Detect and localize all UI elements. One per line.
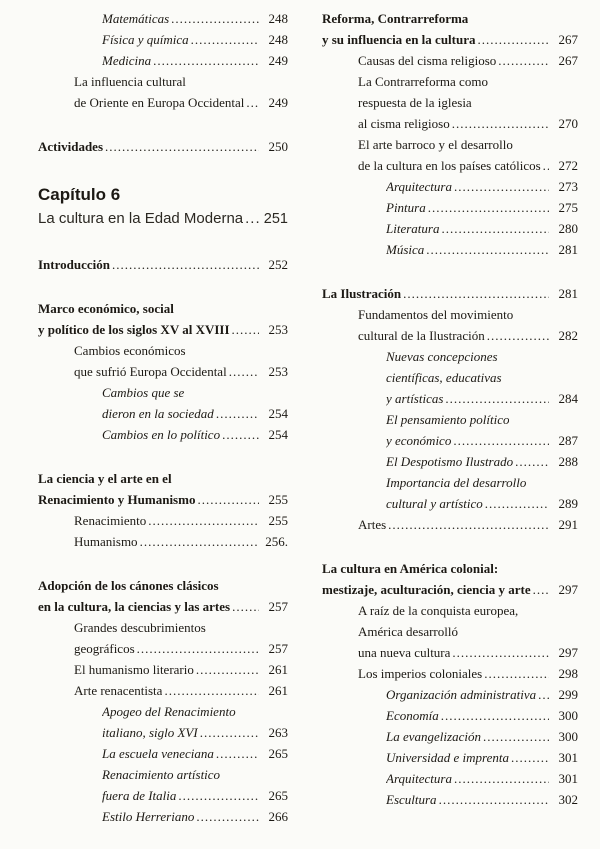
page-number: 249 — [268, 95, 288, 110]
toc-line — [322, 747, 578, 768]
dot-leader — [454, 768, 549, 789]
dot-leader — [140, 531, 259, 552]
toc-entry-text: Cambios en lo político — [102, 427, 221, 442]
toc-line — [38, 71, 288, 92]
page-number: 254 — [268, 427, 288, 442]
page-number: 272 — [558, 158, 578, 173]
toc-entry-text: La cultura en la Edad Moderna — [38, 210, 244, 227]
toc-entry — [38, 29, 288, 50]
toc-entry — [38, 207, 288, 231]
toc-entry-text: Apogeo del Renacimiento — [102, 704, 236, 719]
page-number: 261 — [268, 662, 288, 677]
toc-line — [322, 642, 578, 663]
dot-leader — [498, 50, 549, 71]
toc-entry-text: El humanismo literario — [74, 662, 194, 677]
toc-entry — [322, 726, 578, 747]
toc-entry-text: La cultura en América colonial: — [322, 561, 499, 576]
dot-leader — [538, 684, 549, 705]
toc-entry-text: mestizaje, aculturación, ciencia y arte — [322, 582, 531, 597]
page-number: 297 — [558, 645, 578, 660]
toc-line — [322, 50, 578, 71]
toc-line — [322, 768, 578, 789]
toc-line — [322, 239, 578, 260]
dot-leader — [485, 493, 549, 514]
toc-line — [38, 701, 288, 722]
toc-entry — [38, 743, 288, 764]
toc-entry-text: La ciencia y el arte en el — [38, 471, 172, 486]
page-number: 248 — [268, 11, 288, 26]
page-number: 263 — [268, 725, 288, 740]
toc-entry — [38, 806, 288, 827]
dot-leader — [196, 806, 259, 827]
toc-line — [38, 722, 288, 743]
dot-leader — [483, 726, 549, 747]
page-number: 253 — [268, 364, 288, 379]
toc-entry-text: Renacimiento — [74, 513, 147, 528]
toc-entry-text: La escuela veneciana — [102, 746, 214, 761]
toc-line — [38, 92, 288, 113]
toc-entry — [38, 136, 288, 157]
toc-line — [38, 361, 288, 382]
toc-entry-text: Arquitectura — [386, 179, 452, 194]
toc-entry-text: Física y química — [102, 32, 189, 47]
dot-leader — [445, 388, 549, 409]
toc-entry — [322, 346, 578, 409]
toc-line — [38, 785, 288, 806]
toc-entry — [38, 680, 288, 701]
toc-entry-text: dieron en la sociedad — [102, 406, 214, 421]
page-number: 266 — [268, 809, 288, 824]
toc-entry — [38, 701, 288, 743]
toc-entry — [38, 71, 288, 113]
toc-line — [38, 207, 288, 231]
dot-leader — [453, 430, 549, 451]
toc-line — [322, 388, 578, 409]
toc-entry-text: Importancia del desarrollo — [386, 475, 527, 490]
toc-line — [322, 113, 578, 134]
toc-entry — [322, 304, 578, 346]
toc-entry-text: Fundamentos del movimiento — [358, 307, 514, 322]
toc-entry-text: La Contrarreforma como — [358, 74, 488, 89]
dot-leader — [428, 197, 549, 218]
toc-line — [322, 558, 578, 579]
toc-entry-text: Los imperios coloniales — [358, 666, 483, 681]
dot-leader — [245, 207, 259, 231]
toc-line — [38, 50, 288, 71]
page-number: 275 — [558, 200, 578, 215]
toc-entry-text: geográficos — [74, 641, 135, 656]
dot-leader — [200, 722, 259, 743]
toc-line — [38, 319, 288, 340]
toc-entry — [38, 659, 288, 680]
page-number: 248 — [268, 32, 288, 47]
toc-entry-text: Literatura — [386, 221, 440, 236]
toc-entry-text: Escultura — [386, 792, 437, 807]
toc-line — [38, 136, 288, 157]
toc-entry-text: Humanismo — [74, 534, 138, 549]
toc-entry-text: una nueva cultura — [358, 645, 451, 660]
toc-line — [322, 176, 578, 197]
toc-line — [322, 514, 578, 535]
dot-leader — [229, 361, 259, 382]
toc-entry — [38, 468, 288, 510]
toc-entry-text: Nuevas concepciones — [386, 349, 498, 364]
toc-entry — [38, 764, 288, 806]
dot-leader — [388, 514, 549, 535]
toc-line — [322, 304, 578, 325]
toc-entry-text: Renacimiento y Humanismo — [38, 492, 196, 507]
toc-entry-text: El arte barroco y el desarrollo — [358, 137, 513, 152]
page-number: 265 — [268, 746, 288, 761]
toc-entry — [322, 409, 578, 451]
toc-line — [38, 743, 288, 764]
toc-entry — [38, 510, 288, 531]
dot-leader — [197, 489, 259, 510]
toc-line — [38, 298, 288, 319]
toc-line — [38, 680, 288, 701]
page-number: 251 — [263, 211, 288, 227]
toc-entry-text: Cambios económicos — [74, 343, 186, 358]
toc-line — [322, 789, 578, 810]
dot-leader — [454, 176, 549, 197]
dot-leader — [452, 113, 549, 134]
toc-line — [322, 29, 578, 50]
toc-line — [38, 382, 288, 403]
page-number: 287 — [558, 433, 578, 448]
toc-line — [38, 424, 288, 445]
page-number: 261 — [268, 683, 288, 698]
page-number: 257 — [268, 599, 288, 614]
page-number: 288 — [558, 454, 578, 469]
toc-entry-text: científicas, educativas — [386, 370, 502, 385]
toc-entry — [38, 531, 288, 552]
page-number: 291 — [558, 517, 578, 532]
toc-entry-text: y económico — [386, 433, 452, 448]
toc-entry — [322, 218, 578, 239]
dot-leader — [216, 743, 259, 764]
toc-line — [322, 8, 578, 29]
page-number: 255 — [268, 513, 288, 528]
page-number: 273 — [558, 179, 578, 194]
toc-entry-text: respuesta de la iglesia — [358, 95, 472, 110]
toc-entry — [322, 472, 578, 514]
toc-line — [38, 340, 288, 361]
toc-line — [322, 684, 578, 705]
toc-line — [38, 489, 288, 510]
page-number: 298 — [558, 666, 578, 681]
toc-entry-text: La evangelización — [386, 729, 481, 744]
toc-entry-text: en la cultura, la ciencias y las artes — [38, 599, 231, 614]
toc-line — [38, 659, 288, 680]
page-number: 284 — [558, 391, 578, 406]
toc-entry-text: Introducción — [38, 257, 110, 272]
toc-entry-text: y su influencia en la cultura — [322, 32, 476, 47]
toc-line — [38, 617, 288, 638]
toc-line — [38, 510, 288, 531]
dot-leader — [515, 451, 549, 472]
toc-entry — [38, 340, 288, 382]
toc-entry — [322, 684, 578, 705]
page-number: 300 — [558, 729, 578, 744]
dot-leader — [222, 424, 259, 445]
toc-line — [38, 8, 288, 29]
toc-entry-text: de Oriente en Europa Occidental — [74, 95, 245, 110]
page-number: 252 — [268, 257, 288, 272]
toc-line — [38, 575, 288, 596]
toc-line — [322, 134, 578, 155]
toc-line — [322, 367, 578, 388]
toc-entry-text: Música — [386, 242, 425, 257]
toc-entry — [322, 239, 578, 260]
page-number: 254 — [268, 406, 288, 421]
toc-entry-text: Adopción de los cánones clásicos — [38, 578, 219, 593]
toc-entry-text: Capítulo 6 — [38, 185, 121, 204]
toc-entry — [322, 50, 578, 71]
dot-leader — [196, 659, 259, 680]
dot-leader — [137, 638, 259, 659]
toc-column-left — [38, 8, 288, 849]
toc-line — [38, 403, 288, 424]
dot-leader — [178, 785, 259, 806]
toc-entry-text: Estilo Herreriano — [102, 809, 195, 824]
page-number: 249 — [268, 53, 288, 68]
toc-entry — [322, 8, 578, 50]
toc-line — [38, 764, 288, 785]
toc-line — [322, 726, 578, 747]
toc-entry-text: América desarrolló — [358, 624, 458, 639]
toc-line — [322, 92, 578, 113]
toc-entry-text: Artes — [358, 517, 387, 532]
page-number: 280 — [558, 221, 578, 236]
toc-entry-text: Arquitectura — [386, 771, 452, 786]
dot-leader — [426, 239, 549, 260]
toc-entry-text: y político de los siglos XV al XVIII — [38, 322, 230, 337]
page-number: 302 — [558, 792, 578, 807]
dot-leader — [105, 136, 259, 157]
dot-leader — [153, 50, 259, 71]
toc-entry — [38, 424, 288, 445]
toc-entry-text: Reforma, Contrarreforma — [322, 11, 469, 26]
toc-entry-text: italiano, siglo XVI — [102, 725, 198, 740]
dot-leader — [171, 8, 259, 29]
toc-entry-text: A raíz de la conquista europea, — [358, 603, 519, 618]
toc-entry-text: de la cultura en los países católicos — [358, 158, 541, 173]
toc-entry — [322, 71, 578, 134]
dot-leader — [112, 254, 259, 275]
toc-entry — [322, 789, 578, 810]
dot-leader — [403, 283, 549, 304]
toc-entry-text: fuera de Italia — [102, 788, 177, 803]
dot-leader — [164, 680, 259, 701]
dot-leader — [484, 663, 549, 684]
toc-entry — [322, 176, 578, 197]
toc-entry-text: Matemáticas — [102, 11, 170, 26]
toc-line — [38, 531, 288, 552]
toc-line — [322, 197, 578, 218]
toc-line — [322, 472, 578, 493]
toc-entry-text: El Despotismo Ilustrado — [386, 454, 514, 469]
toc-line — [322, 283, 578, 304]
toc-entry — [38, 617, 288, 659]
toc-line — [322, 430, 578, 451]
toc-entry-text: cultural y artístico — [386, 496, 483, 511]
toc-entry-text: que sufrió Europa Occidental — [74, 364, 227, 379]
toc-entry-text: Actividades — [38, 139, 103, 154]
dot-leader — [246, 92, 259, 113]
page-number: 297 — [558, 582, 578, 597]
page-number: 301 — [558, 771, 578, 786]
page-number: 267 — [558, 32, 578, 47]
dot-leader — [533, 579, 549, 600]
page-number: 267 — [558, 53, 578, 68]
page-number: 301 — [558, 750, 578, 765]
toc-entry-text: y artísticas — [386, 391, 444, 406]
toc-entry-text: Economía — [386, 708, 439, 723]
toc-line — [322, 325, 578, 346]
toc-entry — [322, 134, 578, 176]
toc-entry-text: cultural de la Ilustración — [358, 328, 485, 343]
toc-entry — [322, 663, 578, 684]
page-number: 257 — [268, 641, 288, 656]
page-number: 265 — [268, 788, 288, 803]
toc-entry-text: Universidad e imprenta — [386, 750, 509, 765]
toc-entry — [322, 283, 578, 304]
toc-entry — [38, 298, 288, 340]
toc-entry-text: La Ilustración — [322, 286, 402, 301]
toc-entry-text: Cambios que se — [102, 385, 185, 400]
toc-column-right — [322, 8, 578, 849]
dot-leader — [232, 596, 259, 617]
toc-entry — [322, 747, 578, 768]
toc-entry — [322, 451, 578, 472]
toc-line — [322, 409, 578, 430]
dot-leader — [487, 325, 549, 346]
toc-line — [38, 806, 288, 827]
toc-line — [38, 254, 288, 275]
dot-leader — [232, 319, 259, 340]
page-number: 281 — [558, 242, 578, 257]
dot-leader — [216, 403, 259, 424]
toc-line — [322, 663, 578, 684]
toc-entry-text: La influencia cultural — [74, 74, 186, 89]
page-number: 270 — [558, 116, 578, 131]
toc-entry — [38, 575, 288, 617]
dot-leader — [478, 29, 550, 50]
page-number: 255 — [268, 492, 288, 507]
dot-leader — [543, 155, 549, 176]
toc-line — [322, 621, 578, 642]
page-number: 253 — [268, 322, 288, 337]
page-number: 299 — [558, 687, 578, 702]
toc-line — [322, 218, 578, 239]
dot-leader — [511, 747, 549, 768]
toc-entry — [322, 514, 578, 535]
toc-entry — [38, 183, 288, 207]
toc-line — [322, 579, 578, 600]
toc-line — [322, 155, 578, 176]
toc-entry-text: Organización administrativa — [386, 687, 537, 702]
page-number: 281 — [558, 286, 578, 301]
toc-line — [322, 705, 578, 726]
toc-line — [38, 468, 288, 489]
toc-entry-text: Arte renacentista — [74, 683, 163, 698]
toc-entry — [38, 50, 288, 71]
toc-entry — [322, 558, 578, 600]
dot-leader — [452, 642, 549, 663]
page-number: 300 — [558, 708, 578, 723]
toc-entry — [322, 600, 578, 663]
page-number: 256. — [265, 534, 288, 549]
toc-entry-text: al cisma religioso — [358, 116, 450, 131]
toc-entry — [38, 382, 288, 424]
toc-line — [322, 493, 578, 514]
toc-entry — [322, 705, 578, 726]
page-number: 289 — [558, 496, 578, 511]
toc-line — [38, 29, 288, 50]
page-number: 250 — [268, 139, 288, 154]
dot-leader — [441, 705, 549, 726]
toc-line — [322, 71, 578, 92]
dot-leader — [191, 29, 259, 50]
toc-entry-text: Pintura — [386, 200, 426, 215]
toc-line — [38, 638, 288, 659]
toc-entry — [38, 8, 288, 29]
toc-entry-text: El pensamiento político — [386, 412, 510, 427]
dot-leader — [441, 218, 549, 239]
toc-line — [322, 451, 578, 472]
toc-entry-text: Marco económico, social — [38, 301, 174, 316]
dot-leader — [439, 789, 549, 810]
toc-entry-text: Causas del cisma religioso — [358, 53, 497, 68]
toc-entry-text: Medicina — [102, 53, 152, 68]
dot-leader — [148, 510, 259, 531]
toc-line — [322, 346, 578, 367]
toc-entry — [322, 197, 578, 218]
toc-entry-text: Renacimiento artístico — [102, 767, 221, 782]
toc-entry — [322, 768, 578, 789]
page-number: 282 — [558, 328, 578, 343]
toc-entry-text: Grandes descubrimientos — [74, 620, 206, 635]
toc-line — [38, 183, 288, 207]
toc-entry — [38, 254, 288, 275]
toc-line — [38, 596, 288, 617]
toc-line — [322, 600, 578, 621]
